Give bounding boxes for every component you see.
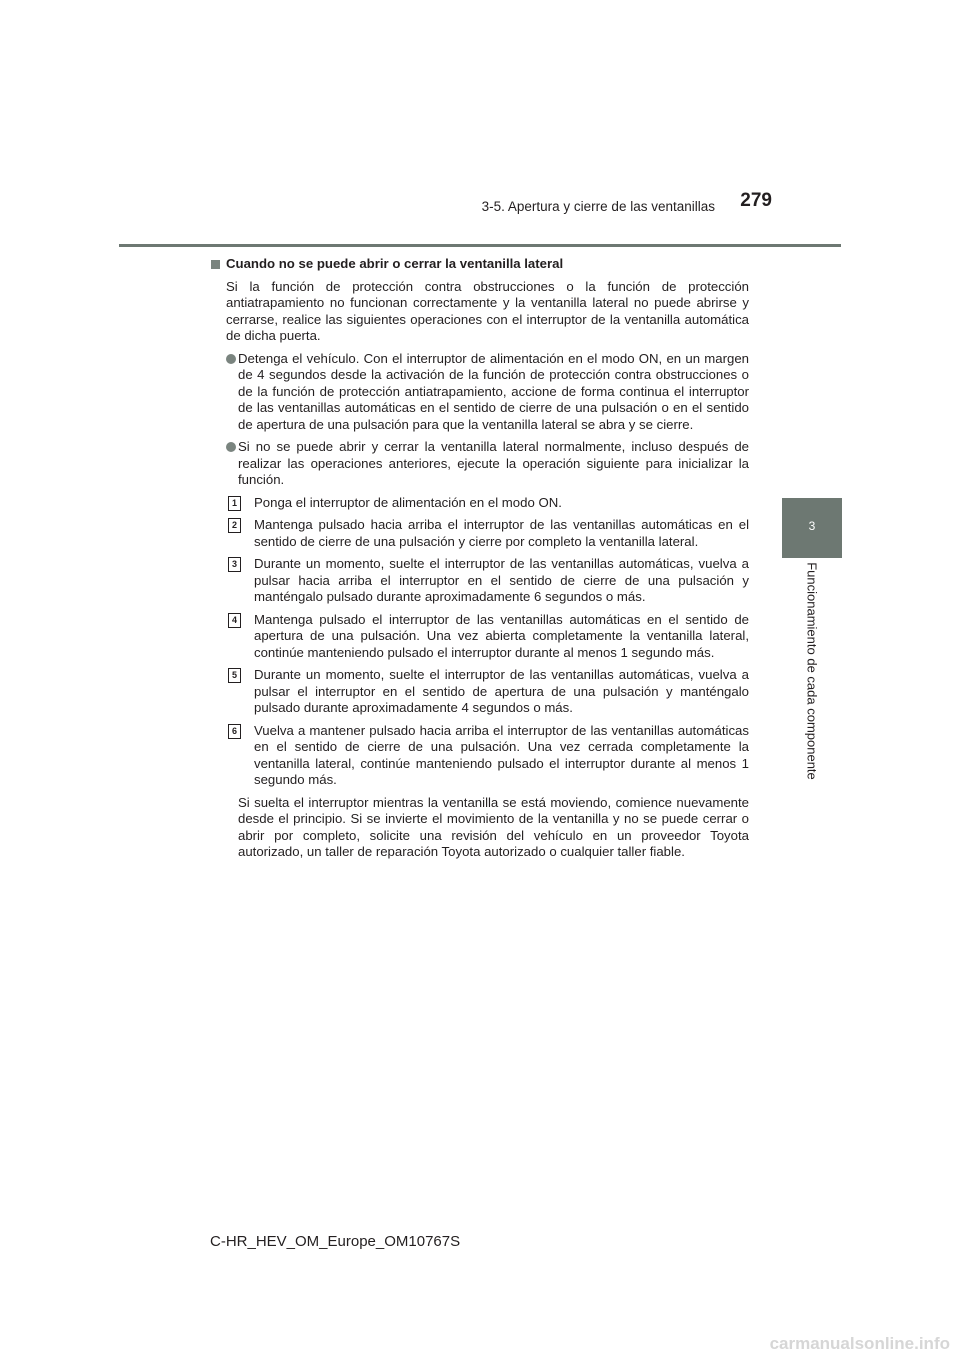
chapter-tab-number: 3 <box>808 519 816 533</box>
section-heading <box>211 256 749 273</box>
step-number-box: 5 <box>228 668 241 683</box>
circle-bullet-icon <box>226 442 236 452</box>
page-content <box>211 256 749 861</box>
step-text: Mantenga pulsado hacia arriba el interruptor de las ventanillas automáticas en el sentido de cierre de una pulsación y cierre por completo la ventanilla lateral. <box>254 517 749 549</box>
bullet-text: Si no se puede abrir y cerrar la ventanilla lateral normalmente, incluso después de realizar las operaciones anteriores, ejecute la operación siguiente para inicializar la función. <box>238 439 749 487</box>
step-text: Mantenga pulsado el interruptor de las ventanillas automáticas en el sentido de apertura de una pulsación. Una vez abierta completamente la ventanilla lateral, continúe manteniendo pulsado el interruptor durante al menos 1 segundo más. <box>254 611 749 660</box>
bullet-text: Detenga el vehículo. Con el interruptor de alimentación en el modo ON, en un margen de 4 segundos desde la activación de la función de protección contra obstrucciones o de la función de protección antiatrapamiento, accione de forma continua el interruptor de las ventanillas automáticas en el sentido de cierre de una pulsación o en el sentido de apertura de una pulsación para que la ventanilla lateral se abra y se cierre. <box>238 350 749 432</box>
step-text: Vuelva a mantener pulsado hacia arriba el interruptor de las ventanillas automáticas en el sentido de cierre de una pulsación. Una vez cerrada completamente la ventanilla lateral, continúe manteniendo pulsado el interruptor durante al menos 1 segundo más. <box>254 722 749 787</box>
watermark: carmanualsonline.info <box>769 1334 950 1353</box>
closing-paragraph: Si suelta el interruptor mientras la ventanilla se está moviendo, comience nuevamente desde el principio. Si se invierte el movimiento de la ventanilla y no se puede cerrar o abrir por completo, solicite una revisión del vehículo en un proveedor Toyota autorizado, un taller de reparación Toyota autorizado o cualquier taller fiable. <box>238 794 749 859</box>
section-intro: Si la función de protección contra obstrucciones o la función de protección antiatrapamiento no funcionan correctamente y la ventanilla lateral no puede abrirse y cerrarse, realice las siguientes operaciones con el interruptor de la ventanilla automática de dicha puerta. <box>226 278 749 343</box>
step-number-box: 4 <box>228 613 241 628</box>
chapter-tab-title-box <box>782 558 842 784</box>
step-text: Durante un momento, suelte el interruptor de las ventanillas automáticas, vuelva a pulsar el interruptor en el sentido de apertura de una pulsación y manténgalo pulsado durante aproximadamente 4 segundos o más. <box>254 667 749 715</box>
section-heading-text: Cuando no se puede abrir o cerrar la ventanilla lateral <box>226 256 564 271</box>
running-header-section: 3-5. Apertura y cierre de las ventanillas <box>481 199 715 214</box>
step-item <box>226 517 749 550</box>
header-rule <box>119 244 841 247</box>
footer-document-code: C-HR_HEV_OM_Europe_OM10767S <box>210 1233 461 1250</box>
step-number-box: 6 <box>228 724 241 739</box>
step-item <box>226 612 749 662</box>
step-number-box: 1 <box>228 496 241 511</box>
step-text: Ponga el interruptor de alimentación en el modo ON. <box>254 494 562 510</box>
circle-bullet-icon <box>226 354 236 364</box>
step-item <box>226 495 749 512</box>
bullet-item <box>211 439 749 489</box>
square-bullet-icon <box>211 260 220 269</box>
bullet-item <box>211 351 749 434</box>
step-text: Durante un momento, suelte el interruptor de las ventanillas automáticas, vuelva a pulsar hacia arriba el interruptor en el sentido de cierre de una pulsación y manténgalo pulsado durante aproximadamente 6 segundos o más. <box>254 556 749 604</box>
chapter-tab <box>782 498 842 558</box>
step-number-box: 2 <box>228 518 241 533</box>
step-number-box: 3 <box>228 557 241 572</box>
step-item <box>226 723 749 789</box>
step-item <box>226 667 749 717</box>
page-number: 279 <box>740 190 772 211</box>
step-list <box>226 495 749 789</box>
chapter-tab-title: Funcionamiento de cada componente <box>804 562 820 780</box>
step-item <box>226 556 749 606</box>
